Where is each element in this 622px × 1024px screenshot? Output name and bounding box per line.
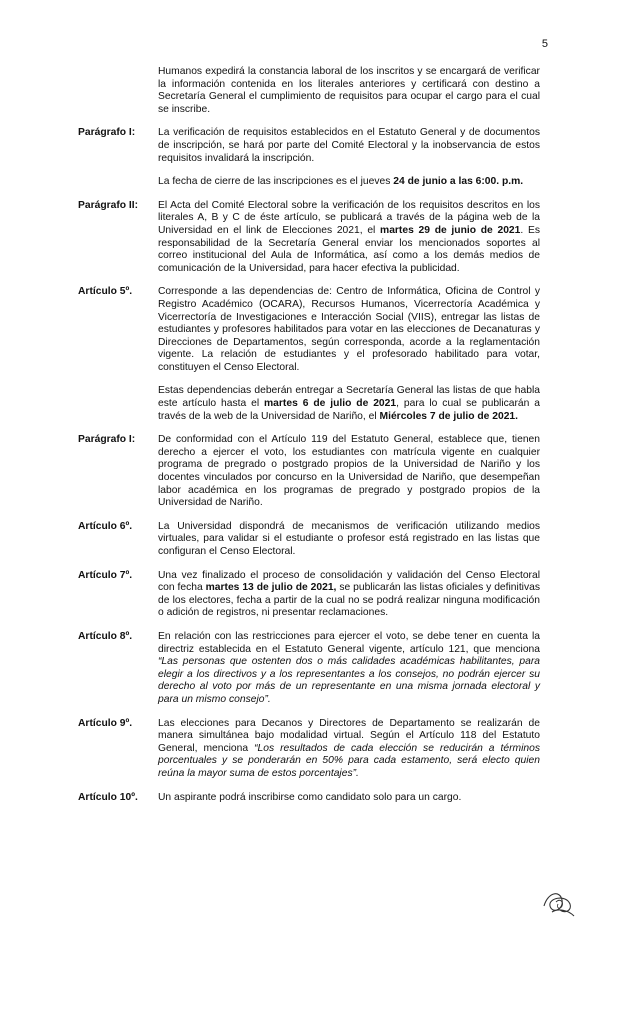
italic-quote: “Las personas que ostenten dos o más calidades académicas habilitantes, para elegir a los directivos y a los representantes a los consejos, no podrán ejercer su derecho al voto por más de un representante en una misma jornada electoral y para un mismo consejo”. (158, 656, 540, 705)
text-run: Corresponde a las dependencias de: Centro de Informática, Oficina de Control y Registro Académico (OCARA), Recursos Humanos, Vicerrectoría Académica y Vicerrectoría de Investigaciones e Interacción Social (VIIS), entregar las listas de estudiantes y profesores habilitados para votar en las elecciones de Decanaturas y Direcciones de Departamentos, según corresponda, acorde a la reglamentación vigente. La relación de estudiantes y el profesorado habilitado para votar, constituyen el Censo Electoral. (158, 286, 540, 373)
article-label: Artículo 5º. (78, 286, 133, 298)
article-section (78, 200, 540, 276)
text-run: . Es responsabilidad de la Secretaría General enviar los mencionados soportes al correo institucional del Aula de Informática, así como a los demás medios de comunicación de la Universidad, para hacer efectiva la publicidad. (158, 224, 540, 274)
article-section (78, 718, 540, 781)
article-section (78, 631, 540, 707)
article-body (158, 521, 540, 559)
continuation-body (158, 66, 540, 116)
article-section (78, 286, 540, 423)
page-number: 5 (541, 38, 548, 50)
article-paragraph (158, 176, 540, 189)
article-paragraph (158, 718, 540, 781)
article-label: Artículo 7º. (78, 569, 133, 581)
article-section (78, 127, 540, 188)
article-section (78, 570, 540, 620)
text-run: La Universidad dispondrá de mecanismos de verificación utilizando medios virtuales, para validar si el estudiante o profesor está registrado en las listas que configuran el Censo Electoral. (158, 520, 540, 557)
article-paragraph (158, 792, 540, 805)
italic-quote: “Los resultados de cada elección se reducirán a términos porcentuales y se ponderarán en 50% para cada estamento, será electo quien reúna la mayor suma de estos porcentajes”. (158, 742, 540, 779)
text-run: Las elecciones para Decanos y Directores de Departamento se realizarán de manera simultánea bajo modalidad virtual. Según el Artículo 118 del Estatuto General, menciona (158, 717, 540, 754)
article-label: Artículo 10º. (78, 791, 138, 803)
text-run: Un aspirante podrá inscribirse como candidato solo para un cargo. (158, 791, 462, 803)
article-paragraph (158, 521, 540, 559)
article-paragraph (158, 631, 540, 707)
article-body (158, 127, 540, 188)
signature-mark (538, 884, 578, 924)
article-body (158, 434, 540, 510)
text-run: , para lo cual se publicarán a través de la web de la Universidad de Nariño, el (158, 398, 540, 422)
article-label: Parágrafo I: (78, 434, 136, 446)
text-run: El Acta del Comité Electoral sobre la verificación de los requisitos descritos en los literales A, B y C de éste artículo, se publicará a través de la página web de la Universidad en el link de Elecciones 2021, el (158, 199, 540, 236)
article-paragraph (158, 570, 540, 620)
bold-text: 24 de junio a las 6:00. p.m. (393, 176, 524, 188)
article-paragraph (158, 434, 540, 510)
article-label: Artículo 9º. (78, 717, 133, 729)
text-run: De conformidad con el Artículo 119 del Estatuto General, establece que, tienen derecho a ejercer el voto, los estudiantes con matrícula vigente en cualquier programa de pregrado o postgrado propios de la Universidad de Nariño y los docentes vinculados por concurso en la Universidad de Nariño, que desempeñan labor académica en los programas de pregrado y postgrado propios de la Universidad de Nariño. (158, 434, 540, 509)
article-section (78, 521, 540, 559)
article-body (158, 570, 540, 620)
article-body (158, 718, 540, 781)
article-body (158, 631, 540, 707)
continuation-block (78, 66, 540, 116)
article-paragraph (158, 200, 540, 276)
bold-text: Miércoles 7 de julio de 2021. (379, 410, 519, 422)
text-run: se publicarán las listas oficiales y definitivas de los electores, fecha a partir de la cual no se podrá realizar ninguna modificación o adición de registros, ni presentar reclamaciones. (158, 582, 540, 619)
article-label: Artículo 6º. (78, 520, 133, 532)
article-section (78, 434, 540, 510)
text-run: En relación con las restricciones para ejercer el voto, se debe tener en cuenta la directriz establecida en el Estatuto General vigente, artículo 121, que menciona (158, 630, 540, 655)
bold-text: martes 29 de junio de 2021 (380, 224, 521, 236)
article-paragraph (158, 286, 540, 374)
article-label: Parágrafo I: (78, 127, 136, 139)
article-body (158, 286, 540, 423)
article-body (158, 792, 540, 805)
document-body (78, 66, 540, 815)
article-label: Parágrafo II: (78, 199, 139, 211)
continuation-paragraph: Humanos expedirá la constancia laboral de los inscritos y se encargará de verificar la información contenida en los literales anteriores y certificará con destino a Secretaría General el cumplimiento de requisitos para ocupar el cargo para el cual se inscribe. (158, 66, 540, 115)
text-run: Una vez finalizado el proceso de consolidación y validación del Censo Electoral con fecha (158, 569, 540, 594)
article-paragraph (158, 127, 540, 165)
article-body (158, 200, 540, 276)
article-paragraph (158, 385, 540, 423)
article-section (78, 792, 540, 805)
bold-text: martes 6 de julio de 2021 (264, 398, 397, 410)
text-run: Estas dependencias deberán entregar a Secretaría General las listas de que habla este artículo hasta el (158, 385, 540, 410)
bold-text: martes 13 de julio de 2021, (205, 582, 337, 594)
article-label: Artículo 8º. (78, 630, 133, 642)
text-run: La fecha de cierre de las inscripciones es el jueves (158, 176, 394, 188)
sections (78, 127, 540, 804)
text-run: La verificación de requisitos establecidos en el Estatuto General y de documentos de inscripción, se hará por parte del Comité Electoral y la inobservancia de estos requisitos invalidará la inscripción. (158, 127, 540, 164)
